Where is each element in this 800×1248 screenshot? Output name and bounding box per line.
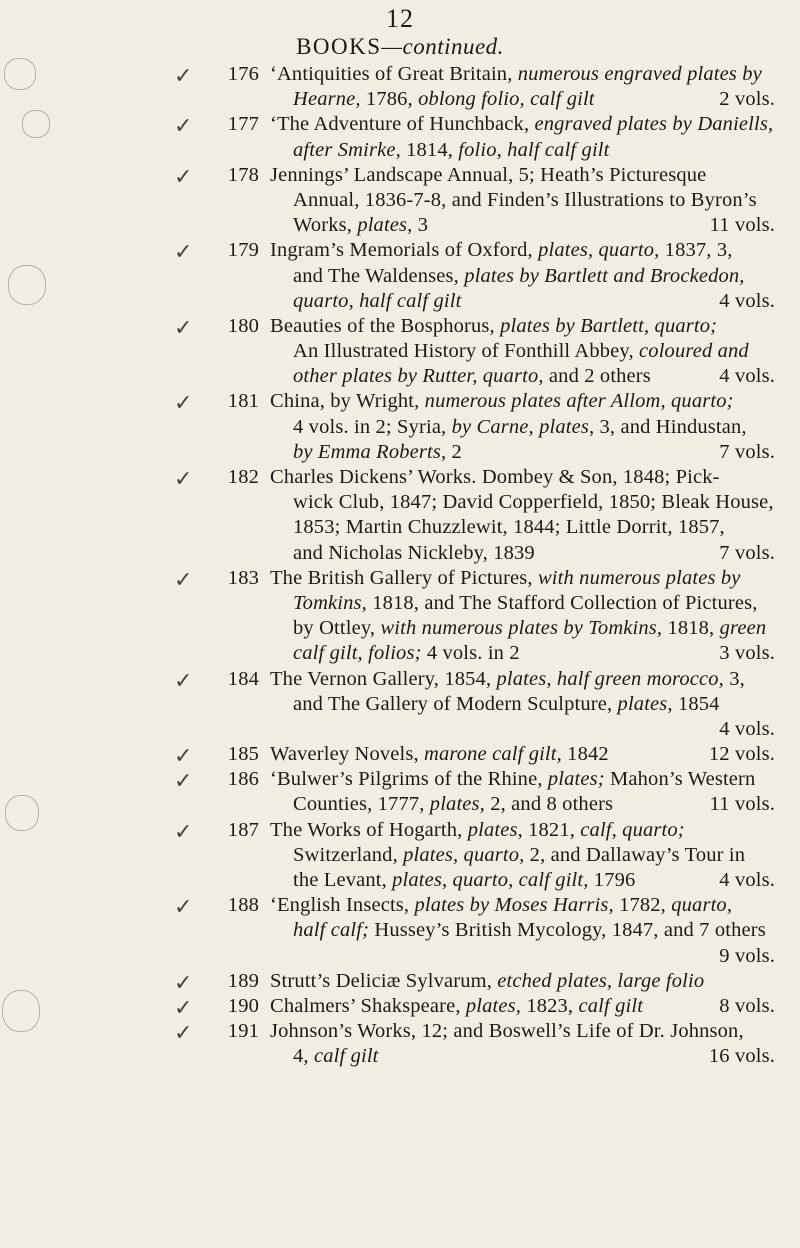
- lot-number: 185: [227, 743, 259, 766]
- margin-scribble-5: [2, 990, 40, 1032]
- entry-text: ‘Bulwer’s Pilgrims of the Rhine, plates; Mahon’s Western: [270, 768, 756, 791]
- lot-number: 190: [227, 994, 259, 1017]
- entry-text: Strutt’s Deliciæ Sylvarum, etched plates, large folio: [270, 969, 705, 992]
- book-entry: [0, 767, 800, 817]
- entry-text: ‘The Adventure of Hunchback, engraved plates by Daniells,: [270, 113, 774, 136]
- book-entry-list: [0, 62, 800, 1070]
- entry-text: Charles Dickens’ Works. Dombey & Son, 1848; Pick-: [270, 466, 720, 488]
- lot-number: 178: [227, 163, 259, 186]
- tick-mark-icon: ✓: [174, 744, 193, 770]
- entry-line: [0, 918, 800, 943]
- entry-line: [0, 1044, 800, 1069]
- entry-line: [0, 515, 800, 540]
- entry-line: [0, 616, 800, 641]
- tick-mark-icon: ✓: [174, 114, 193, 140]
- volume-count: 8 vols.: [719, 994, 775, 1017]
- entry-text: calf gilt, folios; 4 vols. in 2: [293, 642, 520, 665]
- entry-line: [0, 717, 800, 742]
- entry-line: [0, 641, 800, 666]
- entry-line: [0, 944, 800, 969]
- lot-number: 181: [227, 390, 259, 413]
- lot-number: 189: [227, 969, 259, 992]
- entry-line: [0, 994, 800, 1019]
- book-entry: [0, 163, 800, 239]
- volume-count: 3 vols.: [719, 642, 775, 665]
- entry-line: [0, 62, 800, 87]
- lot-number: 191: [227, 1020, 259, 1043]
- entry-line: [0, 389, 800, 417]
- margin-scribble-3: [8, 265, 46, 305]
- lot-number: 186: [227, 768, 259, 791]
- book-entry: [0, 969, 800, 994]
- tick-mark-icon: ✓: [174, 668, 193, 694]
- entry-line: [0, 667, 800, 692]
- entry-line: [0, 238, 800, 266]
- entry-text: The Works of Hogarth, plates, 1821, calf, quarto;: [270, 818, 685, 841]
- entry-text: Tomkins, 1818, and The Stafford Collection of Pictures,: [293, 591, 758, 614]
- entry-line: [0, 767, 800, 795]
- entry-line: [0, 490, 800, 515]
- entry-line: [0, 289, 800, 314]
- entry-text: Annual, 1836-7-8, and Finden’s Illustrations to Byron’s: [293, 188, 757, 211]
- entry-line: [0, 339, 800, 364]
- entry-line: [0, 792, 800, 817]
- page-heading: [0, 34, 800, 60]
- entry-line: [0, 692, 800, 717]
- volume-count: 16 vols.: [708, 1045, 775, 1068]
- tick-mark-icon: ✓: [174, 995, 193, 1021]
- lot-number: 180: [227, 314, 259, 337]
- tick-mark-icon: ✓: [174, 240, 193, 266]
- lot-number: 183: [227, 566, 259, 589]
- entry-line: [0, 163, 800, 188]
- entry-text: Waverley Novels, marone calf gilt, 1842: [270, 743, 609, 766]
- entry-text: Counties, 1777, plates, 2, and 8 others: [293, 793, 614, 816]
- entry-text: 4 vols. in 2; Syria, by Carne, plates, 3, and Hindustan,: [293, 415, 747, 438]
- volume-count: 11 vols.: [709, 214, 775, 237]
- entry-text: other plates by Rutter, quarto, and 2 others: [293, 365, 651, 388]
- entry-line: [0, 591, 800, 616]
- tick-mark-icon: ✓: [174, 819, 193, 845]
- volume-count: 9 vols.: [719, 944, 775, 967]
- volume-count: 7 vols.: [719, 541, 775, 564]
- book-entry: [0, 465, 800, 566]
- entry-text: Works, plates, 3: [293, 214, 429, 237]
- entry-line: [0, 566, 800, 591]
- book-entry: [0, 994, 800, 1019]
- entry-line: [0, 213, 800, 238]
- entry-text: half calf; Hussey’s British Mycology, 1847, and 7 others: [293, 919, 766, 942]
- book-entry: [0, 1019, 800, 1069]
- entry-text: Switzerland, plates, quarto, 2, and Dallaway’s Tour in: [293, 843, 746, 866]
- entry-line: [0, 742, 800, 770]
- entry-text: Hearne, 1786, oblong folio, calf gilt: [293, 88, 595, 111]
- lot-number: 179: [227, 239, 259, 262]
- entry-line: [0, 1019, 800, 1047]
- tick-mark-icon: ✓: [174, 467, 193, 492]
- entry-text: Ingram’s Memorials of Oxford, plates, quarto, 1837, 3,: [270, 239, 733, 262]
- book-entry: [0, 818, 800, 894]
- lot-number: 182: [227, 466, 259, 488]
- volume-count: 12 vols.: [708, 743, 775, 766]
- entry-text: wick Club, 1847; David Copperfield, 1850; Bleak House,: [293, 491, 774, 514]
- entry-line: [0, 138, 800, 163]
- entry-line: [0, 188, 800, 213]
- tick-mark-icon: ✓: [174, 164, 193, 190]
- entry-line: [0, 314, 800, 339]
- entry-text: the Levant, plates, quarto, calf gilt, 1796: [293, 869, 636, 891]
- book-entry: [0, 314, 800, 390]
- entry-text: 4, calf gilt: [293, 1045, 379, 1068]
- entry-line: [0, 868, 800, 893]
- entry-text: The British Gallery of Pictures, with numerous plates by: [270, 566, 741, 589]
- entry-line: [0, 264, 800, 289]
- book-entry: [0, 112, 800, 162]
- volume-count: 4 vols.: [719, 365, 775, 388]
- lot-number: 184: [227, 667, 259, 690]
- volume-count: 4 vols.: [719, 717, 775, 740]
- margin-scribble-2: [22, 110, 50, 138]
- lot-number: 188: [227, 894, 259, 917]
- entry-line: [0, 818, 800, 843]
- entry-text: An Illustrated History of Fonthill Abbey, coloured and: [293, 340, 749, 363]
- lot-number: 176: [227, 63, 259, 85]
- entry-text: and The Gallery of Modern Sculpture, plates, 1854: [293, 692, 720, 715]
- entry-line: [0, 87, 800, 112]
- tick-mark-icon: ✓: [174, 895, 193, 921]
- tick-mark-icon: ✓: [174, 769, 193, 795]
- tick-mark-icon: ✓: [174, 64, 193, 89]
- entry-text: China, by Wright, numerous plates after Allom, quarto;: [270, 390, 734, 413]
- entry-text: ‘English Insects, plates by Moses Harris, 1782, quarto,: [270, 894, 733, 917]
- entry-text: after Smirke, 1814, folio, half calf gilt: [293, 138, 610, 161]
- book-entry: [0, 742, 800, 770]
- lot-number: 187: [227, 818, 259, 841]
- entry-line: [0, 843, 800, 868]
- tick-mark-icon: ✓: [174, 391, 193, 417]
- volume-count: 2 vols.: [719, 88, 775, 111]
- entry-text: by Ottley, with numerous plates by Tomkins, 1818, green: [293, 617, 767, 640]
- tick-mark-icon: ✓: [174, 1021, 193, 1047]
- entry-text: Johnson’s Works, 12; and Boswell’s Life of Dr. Johnson,: [270, 1020, 744, 1043]
- entry-text: and Nicholas Nickleby, 1839: [293, 541, 535, 564]
- entry-text: The Vernon Gallery, 1854, plates, half green morocco, 3,: [270, 667, 745, 690]
- heading-continued: —continued.: [381, 34, 504, 59]
- volume-count: 4 vols.: [719, 289, 775, 312]
- entry-line: [0, 465, 800, 490]
- volume-count: 11 vols.: [709, 793, 775, 816]
- book-entry: [0, 238, 800, 314]
- book-entry: [0, 667, 800, 743]
- entry-text: ‘Antiquities of Great Britain, numerous engraved plates by: [270, 63, 762, 85]
- entry-line: [0, 893, 800, 921]
- entry-line: [0, 440, 800, 465]
- entry-line: [0, 415, 800, 440]
- tick-mark-icon: ✓: [174, 567, 193, 593]
- book-entry: [0, 62, 800, 112]
- book-entry: [0, 893, 800, 969]
- entry-text: quarto, half calf gilt: [293, 289, 462, 312]
- margin-scribble-1: [4, 58, 36, 90]
- book-entry: [0, 566, 800, 667]
- entry-text: by Emma Roberts, 2: [293, 440, 462, 463]
- entry-text: Chalmers’ Shakspeare, plates, 1823, calf gilt: [270, 994, 644, 1017]
- page-number: 12: [386, 4, 414, 33]
- entry-line: [0, 112, 800, 140]
- margin-scribble-4: [5, 795, 39, 831]
- entry-line: [0, 969, 800, 994]
- volume-count: 4 vols.: [719, 869, 775, 891]
- entry-text: Jennings’ Landscape Annual, 5; Heath’s Picturesque: [270, 163, 707, 186]
- entry-line: [0, 541, 800, 566]
- entry-text: and The Waldenses, plates by Bartlett and Brockedon,: [293, 264, 745, 287]
- tick-mark-icon: ✓: [174, 315, 193, 341]
- tick-mark-icon: ✓: [174, 970, 193, 996]
- volume-count: 7 vols.: [719, 440, 775, 463]
- entry-text: 1853; Martin Chuzzlewit, 1844; Little Dorrit, 1857,: [293, 516, 725, 539]
- lot-number: 177: [227, 113, 259, 136]
- heading-main: BOOKS: [296, 34, 382, 59]
- book-entry: [0, 389, 800, 465]
- entry-line: [0, 364, 800, 389]
- entry-text: Beauties of the Bosphorus, plates by Bartlett, quarto;: [270, 314, 718, 337]
